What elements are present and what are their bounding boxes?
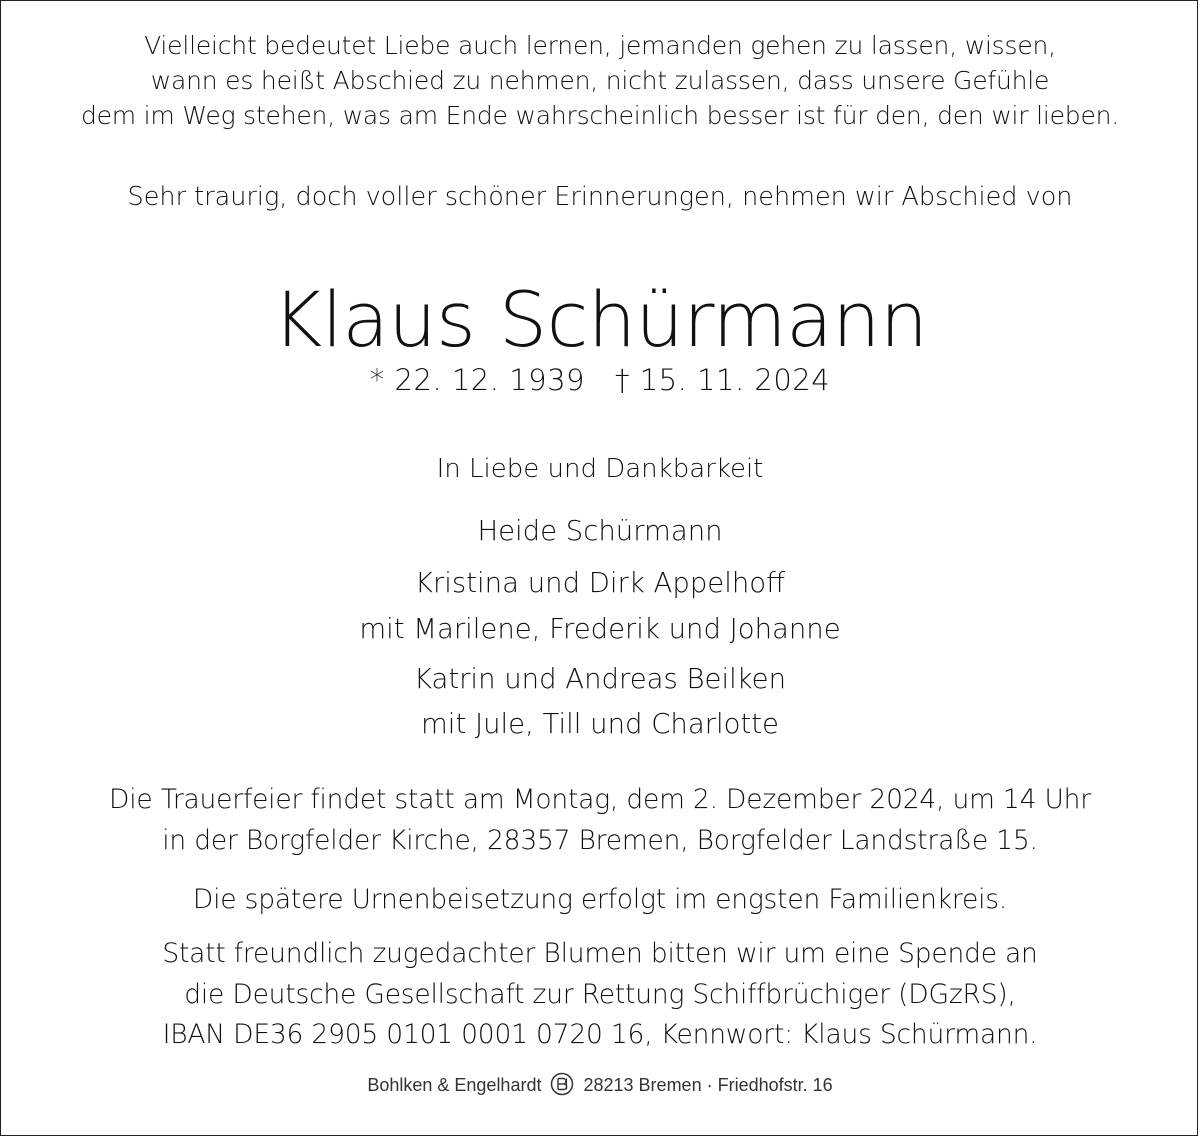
family-member: Heide Schürmann — [477, 515, 723, 547]
deceased-name: Klaus Schürmann — [272, 275, 928, 364]
family-member: Kristina und Dirk Appelhoff — [414, 567, 786, 599]
undertaker-name: Bohlken & Engelhardt — [367, 1075, 542, 1095]
death-date: † 15. 11. 2024 — [615, 363, 831, 397]
quote-line-2: wann es heißt Abschied zu nehmen, nicht zulassen, dass unsere Gefühle — [150, 66, 1050, 95]
urn-burial-text: Die spätere Urnenbeisetzung erfolgt im engsten Familienkreis. — [192, 884, 1008, 915]
quote-line-1: Vielleicht bedeutet Liebe auch lernen, jemanden gehen zu lassen, wissen, — [144, 31, 1056, 60]
family-member: Katrin und Andreas Beilken — [413, 663, 787, 695]
donation-line-2: die Deutsche Gesellschaft zur Rettung Schiffbrüchiger (DGzRS), — [184, 979, 1016, 1010]
undertaker-footer — [0, 1073, 1200, 1098]
family-member: mit Marilene, Frederik und Johanne — [359, 613, 841, 645]
life-dates — [0, 363, 1200, 397]
undertaker-monogram-icon — [550, 1072, 574, 1096]
intro-text: Sehr traurig, doch voller schöner Erinnerungen, nehmen wir Abschied von — [127, 182, 1073, 212]
service-line-2: in der Borgfelder Kirche, 28357 Bremen, Borgfelder Landstraße 15. — [162, 825, 1038, 856]
undertaker-address: 28213 Bremen · Friedhofstr. 16 — [583, 1075, 833, 1095]
service-line-1: Die Trauerfeier findet statt am Montag, dem 2. Dezember 2024, um 14 Uhr — [109, 784, 1091, 815]
family-member: mit Jule, Till und Charlotte — [421, 708, 779, 740]
birth-date: * 22. 12. 1939 — [369, 363, 585, 397]
donation-line-1: Statt freundlich zugedachter Blumen bitten wir um eine Spende an — [162, 938, 1038, 969]
closing-text: In Liebe und Dankbarkeit — [436, 454, 764, 484]
donation-line-3: IBAN DE36 2905 0101 0001 0720 16, Kennwort: Klaus Schürmann. — [162, 1019, 1038, 1050]
quote-line-3: dem im Weg stehen, was am Ende wahrscheinlich besser ist für den, den wir lieben. — [80, 101, 1120, 130]
